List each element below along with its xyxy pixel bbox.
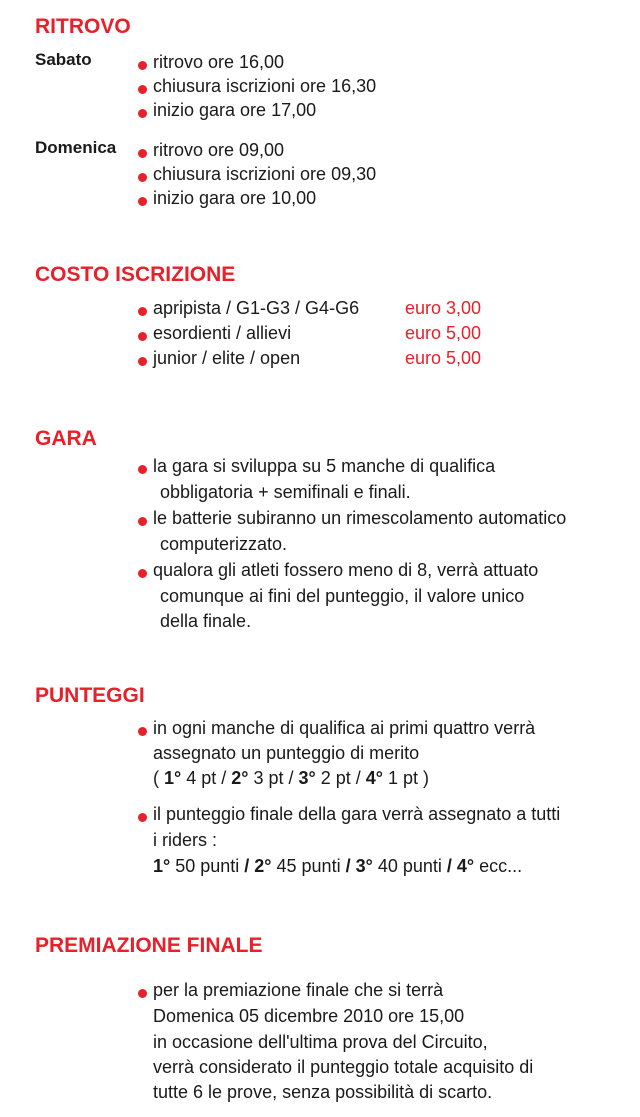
premiazione-line: per la premiazione finale che si terrà <box>153 980 444 1000</box>
gara-rule-line: qualora gli atleti fossero meno di 8, verrà attuato <box>153 560 539 580</box>
schedule-item: ritrovo ore 09,00 <box>153 140 285 160</box>
section-heading-gara: GARA <box>35 427 97 450</box>
fee-category: junior / elite / open <box>153 348 301 368</box>
punteggi-line: i riders : <box>153 830 218 850</box>
schedule-item: ritrovo ore 16,00 <box>153 52 285 72</box>
punteggi-line: assegnato un punteggio di merito <box>153 743 420 763</box>
bullet-icon <box>138 727 147 736</box>
gara-rule-line: della finale. <box>160 611 252 631</box>
gara-rule-line: le batterie subiranno un rimescolamento automatico <box>153 508 567 528</box>
gara-rule-line: la gara si sviluppa su 5 manche di qualifica <box>153 456 496 476</box>
fee-category: esordienti / allievi <box>153 323 292 343</box>
section-heading-premiazione: PREMIAZIONE FINALE <box>35 934 263 957</box>
bullet-icon <box>138 357 147 366</box>
section-heading-ritrovo: RITROVO <box>35 15 131 38</box>
premiazione-line: tutte 6 le prove, senza possibilità di scarto. <box>153 1082 493 1102</box>
points-finale: 1° 50 punti / 2° 45 punti / 3° 40 punti / 4° ecc... <box>153 856 523 876</box>
schedule-item: inizio gara ore 10,00 <box>153 188 317 208</box>
bullet-icon <box>138 465 147 474</box>
bullet-icon <box>138 307 147 316</box>
punteggi-line: il punteggio finale della gara verrà assegnato a tutti <box>153 804 561 824</box>
section-heading-punteggi: PUNTEGGI <box>35 684 145 707</box>
bullet-icon <box>138 149 147 158</box>
fee-price: euro 5,00 <box>405 348 482 368</box>
section-heading-costo: COSTO ISCRIZIONE <box>35 263 236 286</box>
bullet-icon <box>138 517 147 526</box>
schedule-item: chiusura iscrizioni ore 16,30 <box>153 76 377 96</box>
day-label-domenica: Domenica <box>35 138 117 157</box>
gara-rule-line: computerizzato. <box>160 534 288 554</box>
bullet-icon <box>138 332 147 341</box>
fee-price: euro 3,00 <box>405 298 482 318</box>
day-label-sabato: Sabato <box>35 50 92 69</box>
bullet-icon <box>138 197 147 206</box>
premiazione-line: Domenica 05 dicembre 2010 ore 15,00 <box>153 1006 465 1026</box>
fee-category: apripista / G1-G3 / G4-G6 <box>153 298 360 318</box>
bullet-icon <box>138 813 147 822</box>
points-qualifica: ( 1° 4 pt / 2° 3 pt / 3° 2 pt / 4° 1 pt ) <box>153 768 429 788</box>
bullet-icon <box>138 569 147 578</box>
gara-rule-line: comunque ai fini del punteggio, il valore unico <box>160 586 525 606</box>
gara-rule-line: obbligatoria + semifinali e finali. <box>160 482 411 502</box>
punteggi-line: in ogni manche di qualifica ai primi quattro verrà <box>153 718 536 738</box>
bullet-icon <box>138 109 147 118</box>
bullet-icon <box>138 85 147 94</box>
premiazione-line: in occasione dell'ultima prova del Circuito, <box>153 1032 488 1052</box>
bullet-icon <box>138 173 147 182</box>
schedule-item: chiusura iscrizioni ore 09,30 <box>153 164 377 184</box>
schedule-item: inizio gara ore 17,00 <box>153 100 317 120</box>
premiazione-line: verrà considerato il punteggio totale acquisito di <box>153 1057 534 1077</box>
fee-price: euro 5,00 <box>405 323 482 343</box>
bullet-icon <box>138 61 147 70</box>
bullet-icon <box>138 989 147 998</box>
